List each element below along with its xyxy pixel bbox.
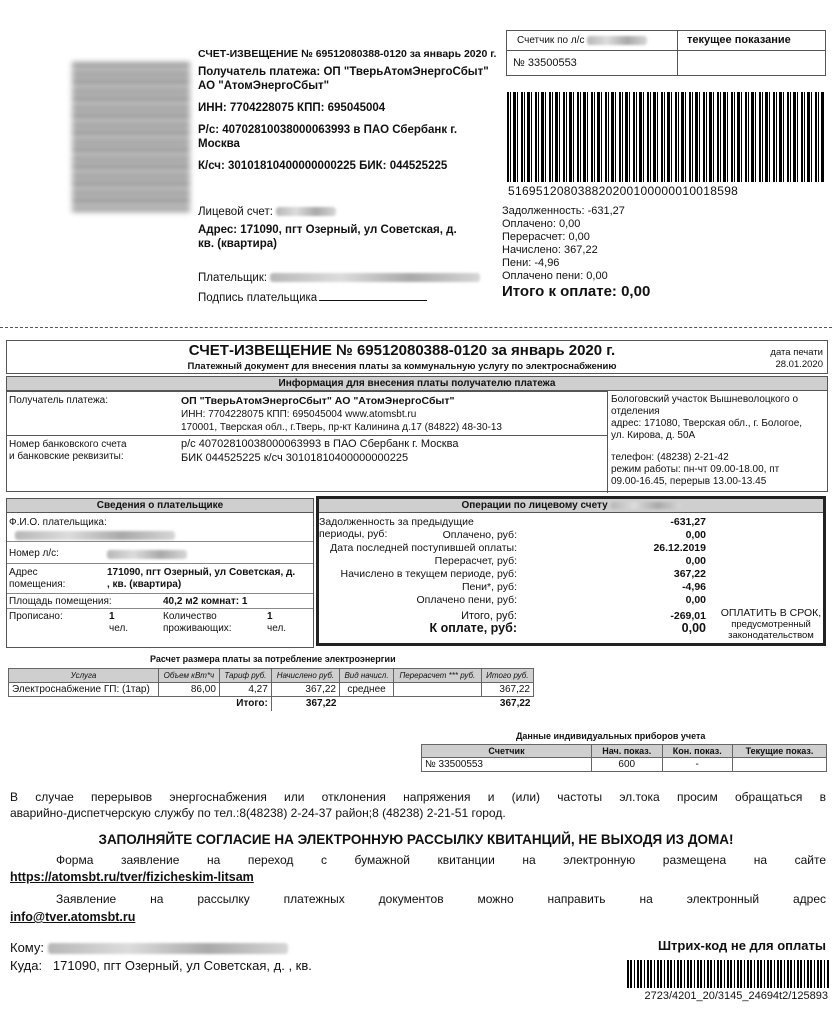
coupon-debt: Задолженность: -631,27 bbox=[502, 205, 625, 217]
table-cell: Электроснабжение ГП: (1тар) bbox=[9, 683, 159, 697]
coupon-penalty-paid: Оплачено пени: 0,00 bbox=[502, 270, 608, 282]
payer-section bbox=[6, 498, 314, 648]
where-line: Куда: 171090, пгт Озерный, ул Советская, д. , кв. bbox=[10, 958, 312, 973]
calc-total-accrued: 367,22 bbox=[305, 698, 337, 710]
payer-address-label-2: помещения: bbox=[9, 579, 66, 590]
recipient-address: 170001, Тверская обл., г.Тверь, пр-кт Калинина д.17 (84822) 48-30-13 bbox=[181, 422, 502, 433]
column-header: Нач. показ. bbox=[592, 745, 663, 758]
operation-value: -4,96 bbox=[682, 581, 706, 593]
pay-on-time-note-2: предусмотренный bbox=[731, 619, 811, 630]
column-header: Начислено руб. bbox=[271, 669, 339, 683]
operation-value: -631,27 bbox=[670, 516, 706, 528]
operation-label: Дата последней поступившей оплаты: bbox=[330, 542, 517, 554]
operation-label: Перерасчет, руб: bbox=[434, 555, 517, 567]
office-line-6: режим работы: пн-чт 09.00-18.00, пт bbox=[611, 464, 780, 475]
column-header: Перерасчет *** руб. bbox=[394, 669, 482, 683]
recipient-label: Получатель платежа: bbox=[9, 395, 108, 406]
table-cell bbox=[732, 758, 826, 772]
consent-headline: ЗАПОЛНЯЙТЕ СОГЛАСИЕ НА ЭЛЕКТРОННУЮ РАССЫЛКУ КВИТАНЦИЙ, НЕ ВЫХОДЯ ИЗ ДОМА! bbox=[98, 832, 734, 847]
notice-line-1: В случае перерывов энергоснабжения или отклонения напряжения и (или) частоты эл.тока просим обращаться в bbox=[10, 790, 826, 804]
cut-line bbox=[0, 327, 832, 328]
registered-value: 1 bbox=[109, 611, 115, 622]
calc-table bbox=[8, 668, 534, 711]
payer-address-1: 171090, пгт Озерный, ул Советская, д. bbox=[107, 567, 296, 578]
operation-value: 367,22 bbox=[673, 568, 706, 580]
pay-on-time-note-1: ОПЛАТИТЬ В СРОК, bbox=[720, 607, 822, 619]
coupon-inn-kpp: ИНН: 7704228075 КПП: 695045004 bbox=[198, 102, 386, 114]
calc-title: Расчет размера платы за потребление электроэнергии bbox=[150, 654, 396, 664]
redacted-fio bbox=[15, 531, 175, 540]
coupon-meter-box bbox=[506, 30, 826, 76]
calc-total-row bbox=[9, 697, 534, 711]
print-date: 28.01.2020 bbox=[775, 359, 823, 370]
column-header: Вид начисл. bbox=[339, 669, 393, 683]
bank-label-2: и банковские реквизиты: bbox=[9, 451, 124, 462]
to-line: Кому: bbox=[10, 940, 288, 955]
column-header: Текущие показ. bbox=[732, 745, 826, 758]
coupon-rs-1: Р/с: 40702810038000063993 в ПАО Сбербанк г. bbox=[198, 124, 458, 136]
payment-barcode bbox=[507, 92, 825, 182]
payer-address-2: , кв. (квартира) bbox=[107, 579, 182, 590]
operation-label: Оплачено, руб: bbox=[442, 529, 517, 541]
recipient-inn: ИНН: 7704228075 КПП: 695045004 www.atomsbt.ru bbox=[181, 409, 417, 420]
coupon-paid: Оплачено: 0,00 bbox=[502, 218, 581, 230]
table-cell: 367,22 bbox=[271, 683, 339, 697]
bank-bik: БИК 044525225 к/сч 30101810400000000225 bbox=[181, 452, 409, 464]
mail-link[interactable]: info@tver.atomsbt.ru bbox=[10, 910, 136, 924]
table-cell: 600 bbox=[592, 758, 663, 772]
meters-table bbox=[421, 744, 827, 772]
operation-label: Оплачено пени, руб: bbox=[416, 594, 517, 606]
coupon-title: СЧЕТ-ИЗВЕЩЕНИЕ № 69512080388-0120 за январь 2020 г. bbox=[198, 48, 497, 60]
coupon-meter-no: № 33500553 bbox=[513, 57, 577, 69]
to-pay-value: 0,00 bbox=[681, 621, 706, 635]
coupon-ks-bik: К/сч: 30101810400000000225 БИК: 044525225 bbox=[198, 160, 448, 172]
column-header: Кон. показ. bbox=[662, 745, 732, 758]
office-line-3: адрес: 171080, Тверская обл., г. Бологое, bbox=[611, 418, 803, 429]
redacted-account bbox=[276, 207, 336, 216]
meters-title: Данные индивидуальных приборов учета bbox=[516, 731, 706, 741]
coupon-recalc: Перерасчет: 0,00 bbox=[502, 231, 590, 243]
coupon-address-2: кв. (квартира) bbox=[198, 238, 277, 250]
to-pay-label: К оплате, руб: bbox=[429, 621, 517, 635]
recipient-section-header: Информация для внесения платы получателю платежа bbox=[7, 377, 827, 391]
coupon-recipient-1: Получатель платежа: ОП "ТверьАтомЭнергоСбыт" bbox=[198, 66, 489, 78]
pay-on-time-note-3: законодательством bbox=[728, 630, 814, 641]
payer-fio-label: Ф.И.О. плательщика: bbox=[9, 517, 107, 528]
redacted-payer-account bbox=[107, 550, 187, 559]
column-header: Итого руб. bbox=[481, 669, 533, 683]
office-line-4: ул. Кирова, д. 50А bbox=[611, 430, 696, 441]
mail-line: Заявление на рассылку платежных документов можно направить на электронный адрес bbox=[56, 892, 826, 906]
residents-value: 1 bbox=[267, 611, 273, 622]
table-cell: 367,22 bbox=[481, 683, 533, 697]
office-line-2: отделения bbox=[611, 406, 660, 417]
payer-account-label: Номер л/с: bbox=[9, 548, 59, 559]
barcode-title: Штрих-код не для оплаты bbox=[657, 938, 826, 953]
coupon-accrued: Начислено: 367,22 bbox=[502, 244, 598, 256]
operation-value: 0,00 bbox=[685, 594, 706, 606]
table-cell: - bbox=[662, 758, 732, 772]
form-link[interactable]: https://atomsbt.ru/tver/fizicheskim-litsam bbox=[10, 870, 254, 884]
column-header: Счетчик bbox=[422, 745, 592, 758]
service-barcode bbox=[627, 960, 829, 988]
operations-section bbox=[316, 496, 826, 646]
area-label: Площадь помещения: bbox=[9, 596, 112, 607]
print-date-label: дата печати bbox=[770, 347, 823, 358]
bank-label-1: Номер банковского счета bbox=[9, 439, 127, 450]
coupon-penalty: Пени: -4,96 bbox=[502, 257, 560, 269]
coupon-current-reading-label: текущее показание bbox=[687, 34, 791, 46]
barcode-number: 516951208038820200100000010018598 bbox=[508, 184, 739, 198]
office-line-1: Бологовский участок Вышневолоцкого о bbox=[611, 394, 799, 405]
payer-address-label-1: Адрес bbox=[9, 567, 38, 578]
operation-value: -269,01 bbox=[670, 610, 706, 622]
recipient-name: ОП "ТверьАтомЭнергоСбыт" АО "АтомЭнергоСбыт" bbox=[181, 395, 455, 407]
column-header: Услуга bbox=[9, 669, 159, 683]
table-cell: № 33500553 bbox=[422, 758, 592, 772]
operation-label: Итого, руб: bbox=[461, 610, 517, 622]
recipient-section bbox=[6, 376, 828, 492]
coupon-address-1: Адрес: 171090, пгт Озерный, ул Советская, д. bbox=[198, 224, 457, 236]
payer-section-header: Сведения о плательщике bbox=[7, 499, 313, 513]
office-line-5: телефон: (48238) 2-21-42 bbox=[611, 452, 729, 463]
coupon-recipient-2: АО "АтомЭнергоСбыт" bbox=[198, 80, 330, 92]
table-row bbox=[9, 683, 534, 697]
operation-value: 0,00 bbox=[685, 555, 706, 567]
service-barcode-code: 2723/4201_20/3145_24694t2/125893 bbox=[644, 990, 828, 1002]
registered-unit: чел. bbox=[109, 623, 129, 634]
invoice-subtitle: Платежный документ для внесения платы за коммунальную услугу по электроснабжению bbox=[187, 361, 617, 372]
redacted-payer bbox=[270, 273, 480, 282]
coupon-meter-label: Счетчик по л/с bbox=[517, 35, 647, 46]
invoice-title: СЧЕТ-ИЗВЕЩЕНИЕ № 69512080388-0120 за январь 2020 г. bbox=[188, 342, 616, 359]
registered-label: Прописано: bbox=[9, 611, 63, 622]
table-cell: 4,27 bbox=[219, 683, 271, 697]
operation-value: 0,00 bbox=[685, 529, 706, 541]
coupon-rs-2: Москва bbox=[198, 138, 240, 150]
coupon-signature: Подпись плательщика bbox=[198, 292, 427, 304]
coupon-payer: Плательщик: bbox=[198, 272, 480, 284]
calc-total-label: Итого: bbox=[9, 697, 272, 711]
column-header: Объем кВт*ч bbox=[159, 669, 220, 683]
residents-label-2: проживающих: bbox=[163, 623, 232, 634]
redacted-recipient bbox=[48, 943, 288, 954]
residents-label-1: Количество bbox=[163, 611, 217, 622]
operation-label: Начислено в текущем периоде, руб: bbox=[340, 568, 517, 580]
qr-code bbox=[72, 62, 190, 212]
operation-label: Задолженность за предыдущие периоды, руб: bbox=[319, 516, 474, 540]
operations-section-header: Операции по лицевому счету bbox=[319, 499, 823, 513]
form-line: Форма заявление на переход с бумажной квитанции на электронную размещена на сайте bbox=[56, 853, 826, 867]
operation-label: Пени*, руб: bbox=[462, 581, 517, 593]
coupon-total: Итого к оплате: 0,00 bbox=[502, 283, 651, 300]
table-cell: среднее bbox=[339, 683, 393, 697]
column-header: Тариф руб. bbox=[219, 669, 271, 683]
table-cell bbox=[394, 683, 482, 697]
notice-line-2: аварийно-диспетчерскую службу по тел.:8(48238) 2-24-37 район;8 (48238) 2-21-51 город. bbox=[10, 806, 506, 820]
operation-value: 26.12.2019 bbox=[653, 542, 706, 554]
office-line-7: 09.00-16.45, перерыв 13.00-13.45 bbox=[611, 476, 767, 487]
area-value: 40,2 м2 комнат: 1 bbox=[163, 596, 248, 607]
invoice-header bbox=[6, 340, 828, 374]
table-row bbox=[422, 758, 827, 772]
bank-rs: р/с 40702810038000063993 в ПАО Сбербанк г. Москва bbox=[181, 438, 459, 450]
calc-total-sum: 367,22 bbox=[499, 698, 531, 710]
residents-unit: чел. bbox=[267, 623, 287, 634]
coupon-account: Лицевой счет: bbox=[198, 206, 336, 218]
table-cell: 86,00 bbox=[159, 683, 220, 697]
